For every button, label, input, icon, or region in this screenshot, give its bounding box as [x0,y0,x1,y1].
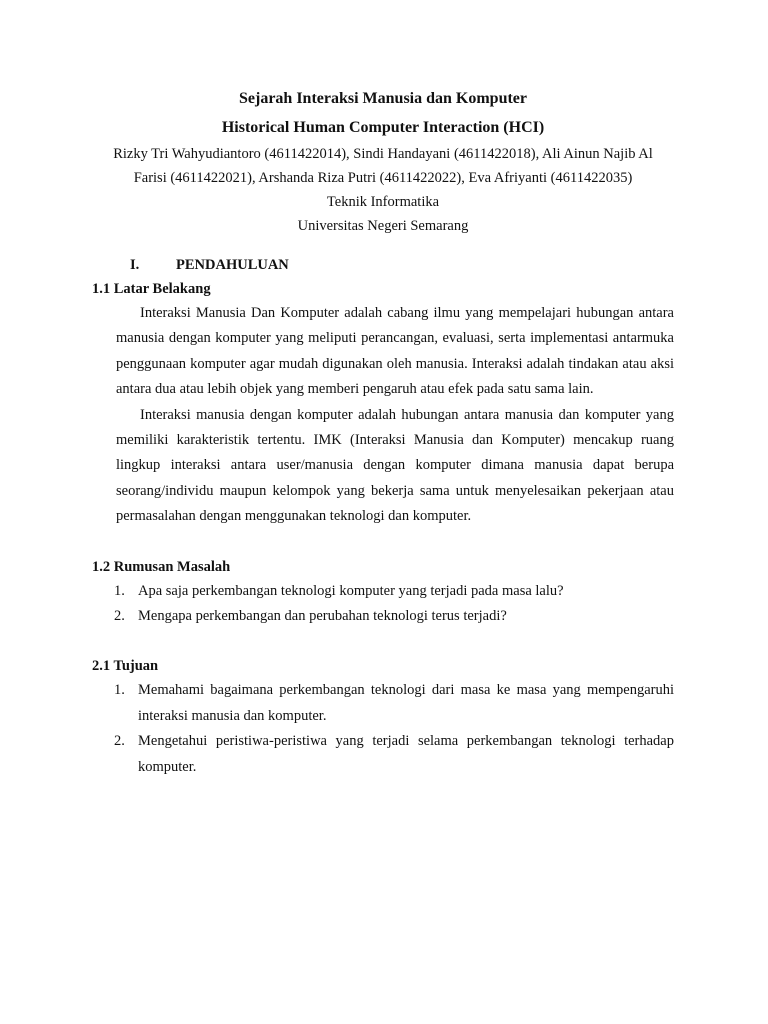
university: Universitas Negeri Semarang [297,218,469,234]
list-marker: 2. [114,608,125,625]
list-item-text: Memahami bagaimana perkembangan teknologi dari masa ke masa yang mempengaruhi interaksi manusia dan komputer. [138,682,674,724]
paper-title-english: Historical Human Computer Interaction (HCI) [221,119,545,136]
list-item [92,604,674,629]
chapter-number: I. [130,257,140,273]
list-marker: 1. [114,682,125,699]
list-marker: 2. [114,733,125,750]
department: Teknik Informatika [326,194,440,210]
list-marker: 1. [114,582,125,599]
section-heading-rumusan-masalah: 1.2 Rumusan Masalah [92,558,231,575]
spacer [92,629,674,654]
chapter-title: PENDAHULUAN [176,257,289,273]
paragraph: Interaksi manusia dengan komputer adalah hubungan antara manusia dan komputer yang memiliki karakteristik tertentu. IMK (Interaksi Manusia dan Komputer) mencakup ruang lingkup interaksi antara user/manusia dengan komputer dimana manusia dapat berupa seorang/individu maupun kelompok yang bekerja sama untuk menyelesaikan pekerjaan atau permasalahan dengan menggunakan teknologi dan komputer. [116,406,674,525]
chapter-heading [130,253,674,277]
list-item-text: Apa saja perkembangan teknologi komputer yang terjadi pada masa lalu? [138,582,564,599]
paper-title-indonesian: Sejarah Interaksi Manusia dan Komputer [238,90,528,107]
spacer [92,530,674,555]
list-item-text: Mengetahui peristiwa-peristiwa yang terjadi selama perkembangan teknologi terhadap komputer. [138,733,674,775]
numbered-list-tujuan [92,678,674,780]
list-item-text: Mengapa perkembangan dan perubahan teknologi terus terjadi? [138,608,507,625]
paragraph: Interaksi Manusia Dan Komputer adalah cabang ilmu yang mempelajari hubungan antara manusia dengan komputer yang meliputi perancangan, evaluasi, serta implementasi antarmuka penggunaan komputer agar mudah digunakan oleh manusia. Interaksi adalah tindakan atau aksi antara dua atau lebih objek yang memberi pengaruh atau efek pada satu sama lain. [116,305,674,398]
list-item [92,678,674,729]
section-heading-latar-belakang: 1.1 Latar Belakang [92,281,211,297]
author-line-1: Rizky Tri Wahyudiantoro (4611422014), Sindi Handayani (4611422018), Ali Ainun Najib Al [113,146,653,162]
numbered-list-rumusan [92,579,674,630]
author-line-2: Farisi (4611422021), Arshanda Riza Putri (4611422022), Eva Afriyanti (4611422035) [133,170,633,186]
list-item [92,729,674,780]
author-list [92,142,674,190]
list-item [92,579,674,604]
section-heading-tujuan: 2.1 Tujuan [92,658,159,675]
